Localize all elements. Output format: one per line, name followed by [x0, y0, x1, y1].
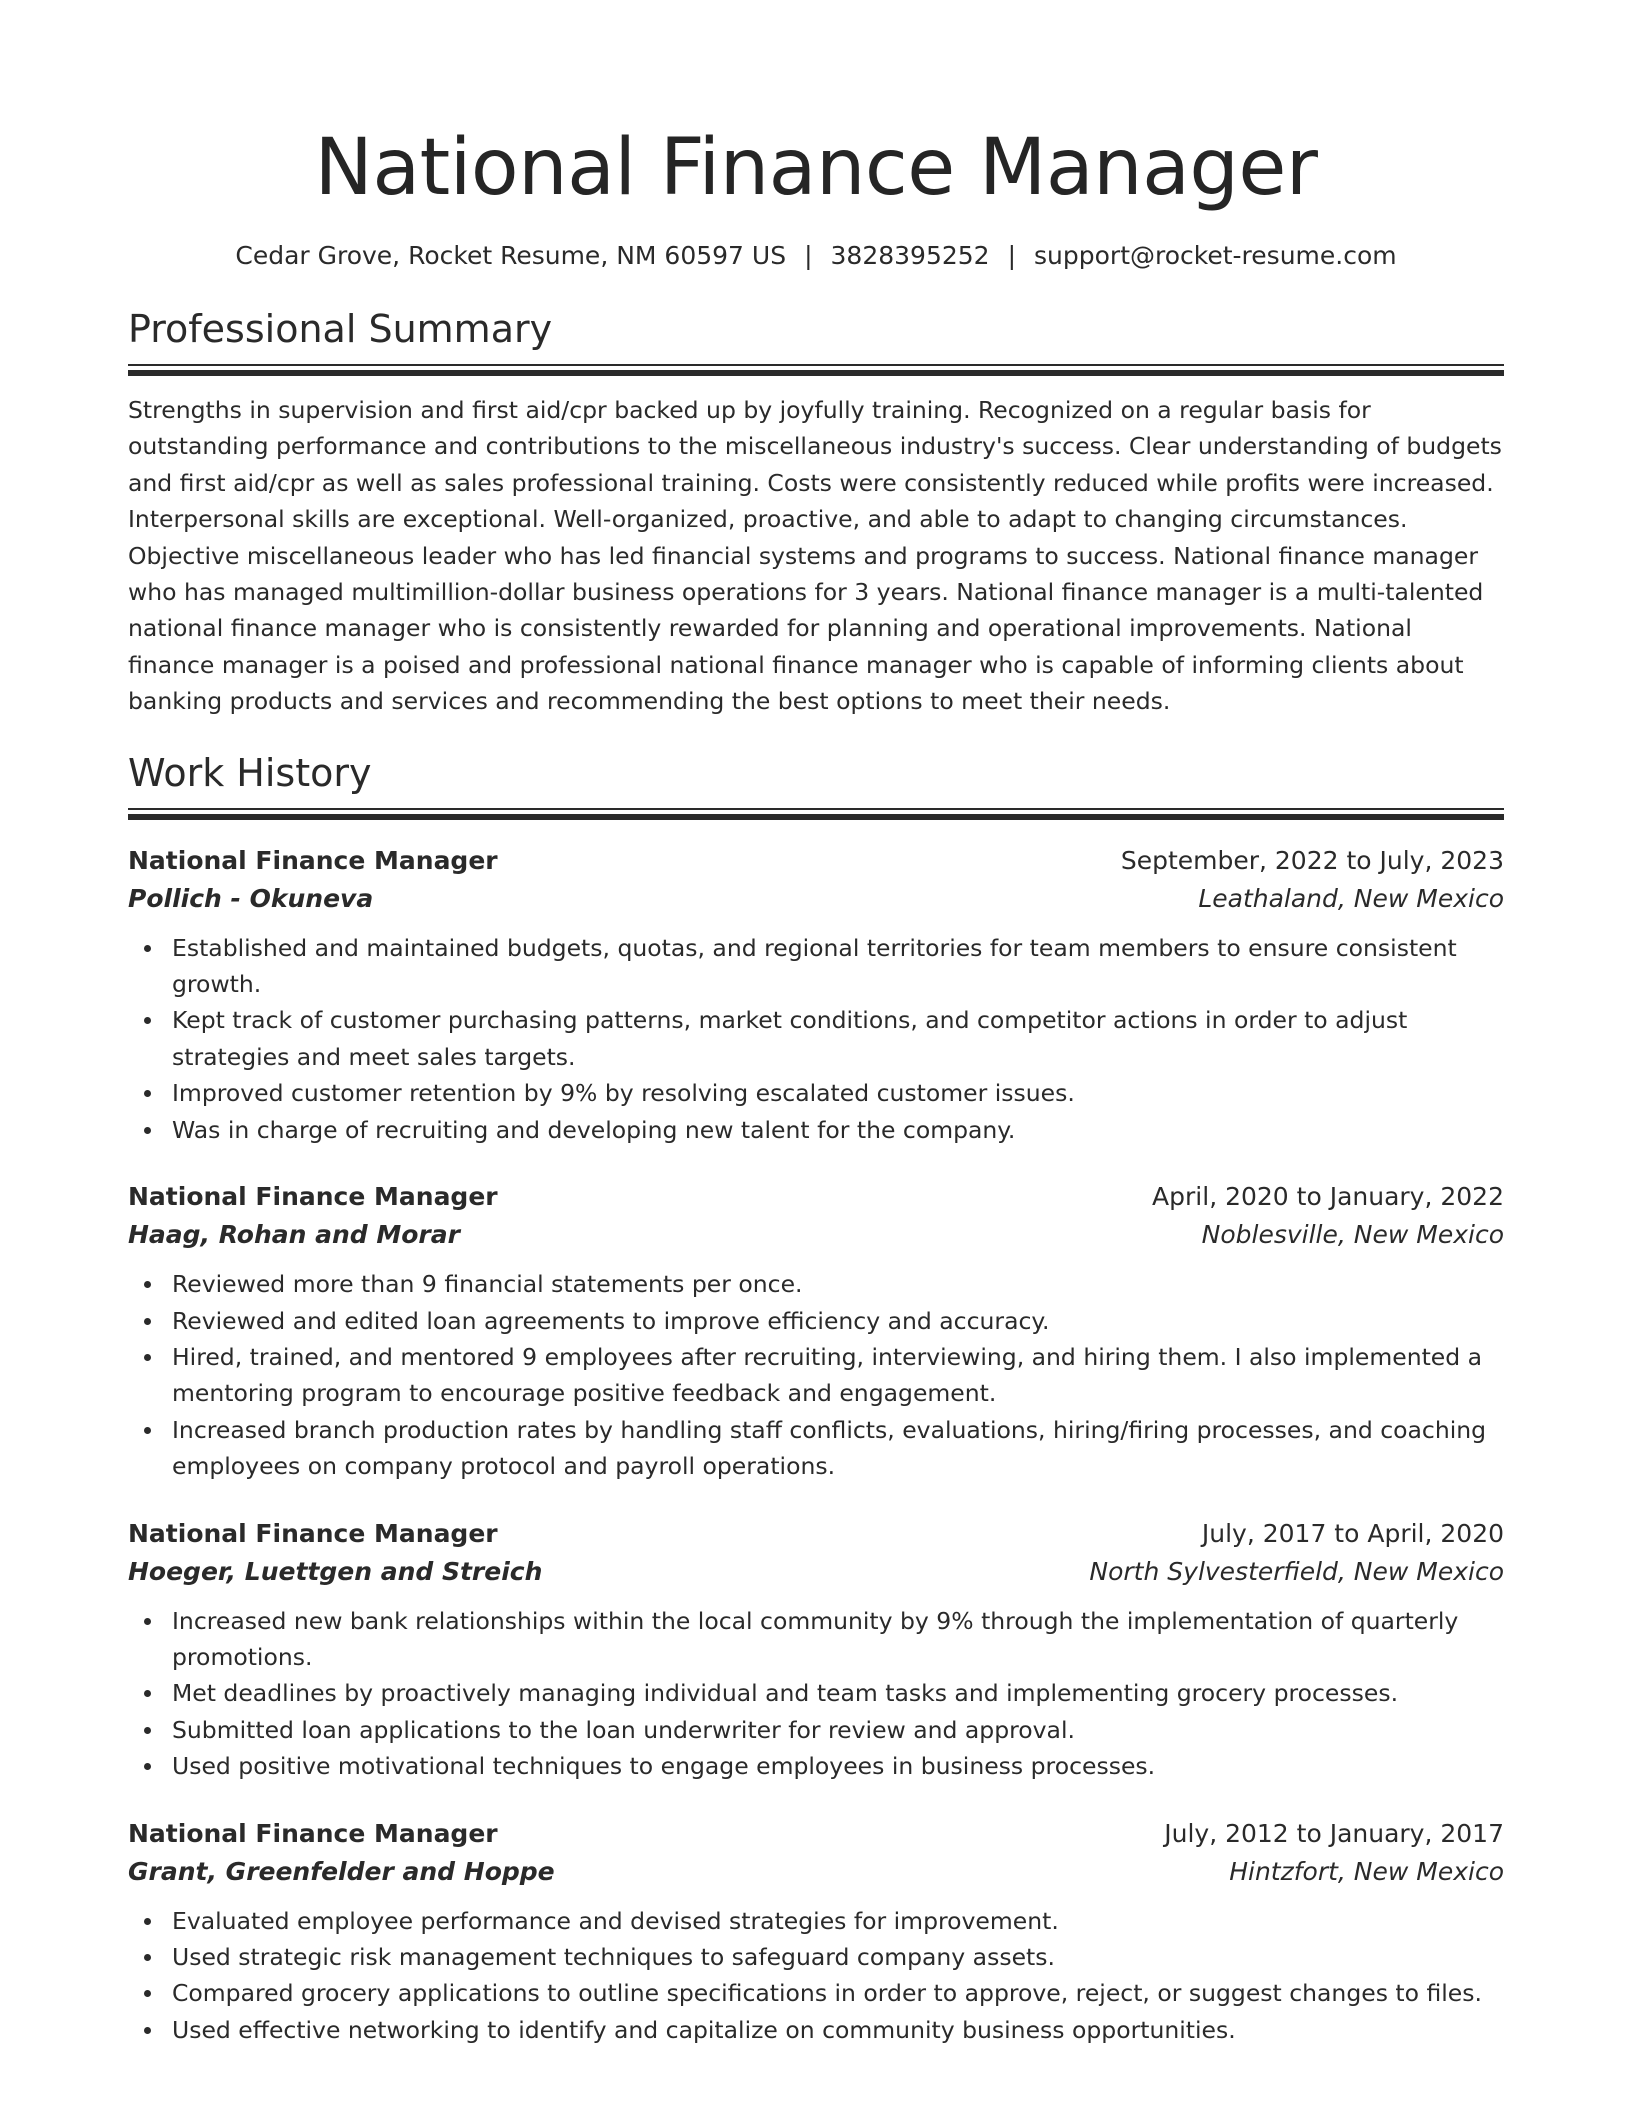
job-location: Noblesville, New Mexico — [1201, 1220, 1504, 1250]
job-header-row — [128, 1178, 1504, 1216]
job-bullet: Met deadlines by proactively managing individual and team tasks and implementing grocery processes. — [172, 1675, 1504, 1711]
job-bullet: Used strategic risk management techniques to safeguard company assets. — [172, 1939, 1504, 1975]
job-title: National Finance Manager — [128, 845, 498, 875]
job-entry — [128, 1178, 1504, 1484]
job-company: Haag, Rohan and Morar — [128, 1220, 460, 1250]
section-divider — [128, 808, 1504, 820]
job-dates: July, 2012 to January, 2017 — [1164, 1818, 1504, 1848]
section-divider — [128, 364, 1504, 376]
section-title-summary: Professional Summary — [128, 307, 553, 351]
work-history-section — [128, 750, 1504, 2049]
job-bullet: Kept track of customer purchasing patterns, market conditions, and competitor actions in order to adjust strategies and meet sales targets. — [172, 1002, 1504, 1075]
job-bullet: Hired, trained, and mentored 9 employees after recruiting, interviewing, and hiring them. I also implemented a mentoring program to encourage positive feedback and engagement. — [172, 1339, 1504, 1412]
job-company: Grant, Greenfelder and Hoppe — [128, 1856, 555, 1886]
job-bullet: Increased new bank relationships within the local community by 9% through the implementation of quarterly promotions. — [172, 1603, 1504, 1676]
professional-summary-section — [128, 306, 1504, 720]
contact-separator: | — [804, 241, 813, 270]
section-title-work-history: Work History — [128, 750, 372, 795]
job-title: National Finance Manager — [128, 1818, 498, 1848]
job-company-row — [128, 880, 1504, 918]
contact-phone: 3828395252 — [830, 241, 990, 270]
job-dates: April, 2020 to January, 2022 — [1152, 1182, 1504, 1212]
job-company-row — [128, 1853, 1504, 1891]
job-title: National Finance Manager — [128, 1182, 498, 1212]
job-bullet-list — [128, 1903, 1504, 2049]
job-company-row — [128, 1553, 1504, 1591]
job-header-row — [128, 1815, 1504, 1853]
job-bullet: Used positive motivational techniques to engage employees in business processes. — [172, 1748, 1504, 1784]
job-location: Hintzfort, New Mexico — [1229, 1856, 1504, 1886]
job-title: National Finance Manager — [128, 1518, 498, 1548]
job-company-row — [128, 1216, 1504, 1254]
job-company: Hoeger, Luettgen and Streich — [128, 1556, 543, 1586]
job-bullet: Established and maintained budgets, quotas, and regional territories for team members to ensure consistent growth. — [172, 930, 1504, 1003]
job-header-row — [128, 1515, 1504, 1553]
job-bullet: Was in charge of recruiting and developing new talent for the company. — [172, 1112, 1504, 1148]
job-header-row — [128, 842, 1504, 880]
job-bullet: Evaluated employee performance and devised strategies for improvement. — [172, 1903, 1504, 1939]
job-bullet-list — [128, 1603, 1504, 1785]
job-entry — [128, 1815, 1504, 2049]
job-entry — [128, 842, 1504, 1148]
contact-address: Cedar Grove, Rocket Resume, NM 60597 US — [235, 241, 787, 270]
job-bullet: Submitted loan applications to the loan underwriter for review and approval. — [172, 1712, 1504, 1748]
contact-email: support@rocket-resume.com — [1034, 241, 1397, 270]
summary-text: Strengths in supervision and first aid/cpr backed up by joyfully training. Recognized on a regular basis for outstanding performance and contributions to the miscellaneous industry's success. Clear understanding of budgets and first aid/cpr as well as sales professional training. Costs were consistently reduced while profits were increased. Interpersonal skills are exceptional. Well-organized, proactive, and able to adapt to changing circumstances. Objective miscellaneous leader who has led financial systems and programs to success. National finance manager who has managed multimillion-dollar business operations for 3 years. National finance manager is a multi-talented national finance manager who is consistently rewarded for planning and operational improvements. National finance manager is a poised and professional national finance manager who is capable of informing clients about banking products and services and recommending the best options to meet their needs. — [128, 396, 1502, 716]
job-bullet: Increased branch production rates by handling staff conflicts, evaluations, hiring/firing processes, and coaching employees on company protocol and payroll operations. — [172, 1412, 1504, 1485]
job-location: North Sylvesterfield, New Mexico — [1089, 1556, 1504, 1586]
job-location: Leathaland, New Mexico — [1198, 883, 1504, 913]
contact-line — [128, 240, 1504, 272]
job-bullet-list — [128, 1266, 1504, 1484]
job-bullet: Reviewed more than 9 financial statements per once. — [172, 1266, 1504, 1302]
job-bullet: Compared grocery applications to outline specifications in order to approve, reject, or suggest changes to files. — [172, 1975, 1504, 2011]
job-bullet: Reviewed and edited loan agreements to improve efficiency and accuracy. — [172, 1303, 1504, 1339]
job-company: Pollich - Okuneva — [128, 883, 374, 913]
resume-page — [128, 0, 1504, 2048]
contact-separator: | — [1007, 241, 1017, 270]
resume-name: National Finance Manager — [314, 123, 1318, 213]
job-dates: July, 2017 to April, 2020 — [1201, 1518, 1504, 1548]
job-bullet: Used effective networking to identify and capitalize on community business opportunities. — [172, 2012, 1504, 2048]
job-bullet-list — [128, 930, 1504, 1148]
job-entry — [128, 1515, 1504, 1785]
job-dates: September, 2022 to July, 2023 — [1120, 845, 1504, 875]
job-bullet: Improved customer retention by 9% by resolving escalated customer issues. — [172, 1075, 1504, 1111]
